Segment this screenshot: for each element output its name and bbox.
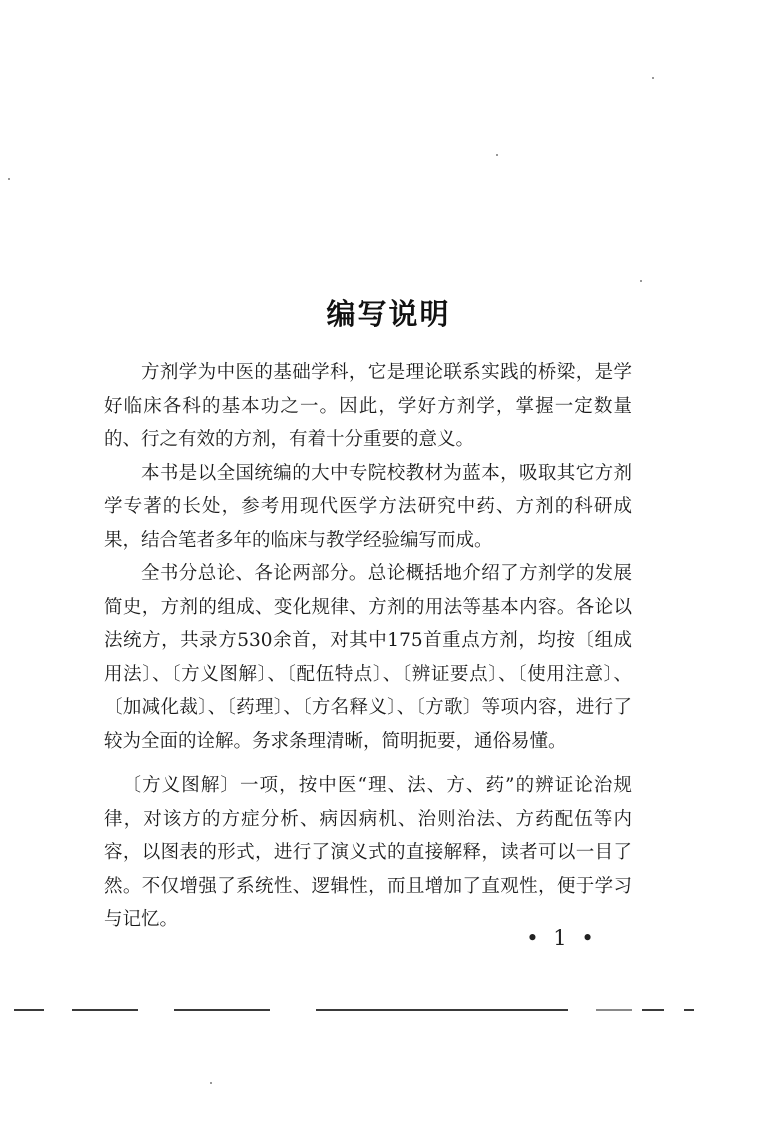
body-text bbox=[104, 356, 632, 937]
scan-speck bbox=[640, 280, 642, 282]
page-number: • 1 • bbox=[526, 926, 598, 950]
paragraph-structure: 全书分总论、各论两部分。总论概括地介绍了方剂学的发展简史，方剂的组成、变化规律、方剂的用法等基本内容。各论以法统方，共录方530余首，对其中175首重点方剂，均按〔组成用法〕、〔方义图解〕、〔配伍特点〕、〔辨证要点〕、〔使用注意〕、〔加减化裁〕、〔药理〕、〔方名释义〕、〔方歌〕等项内容，进行了较为全面的诠解。务求条理清晰，简明扼要，通俗易懂。 bbox=[104, 563, 632, 752]
paragraph-basis: 本书是以全国统编的大中专院校教材为蓝本，吸取其它方剂学专著的长处，参考用现代医学方法研究中药、方剂的科研成果，结合笔者多年的临床与教学经验编写而成。 bbox=[104, 462, 632, 551]
footer-rule-2 bbox=[72, 1009, 138, 1011]
footer-rule-3 bbox=[174, 1009, 270, 1011]
footer-rule-7 bbox=[684, 1009, 694, 1011]
scan-speck bbox=[496, 154, 498, 156]
page-title: 编写说明 bbox=[326, 297, 451, 331]
paragraph-diagram-explanation: 〔方义图解〕一项，按中医“理、法、方、药”的辨证论治规律，对该方的方症分析、病因病机、治则治法、方药配伍等内容，以图表的形式，进行了演义式的直接解释，读者可以一目了然。不仅增强了系统性、逻辑性，而且增加了直观性，便于学习与记忆。 bbox=[104, 775, 632, 930]
footer-rule-5 bbox=[596, 1009, 632, 1011]
footer-rule-4 bbox=[316, 1009, 568, 1011]
scan-speck bbox=[8, 178, 10, 180]
scan-speck bbox=[652, 77, 654, 79]
footer-rule-6 bbox=[642, 1009, 664, 1011]
footer-rule-1 bbox=[14, 1009, 44, 1011]
paragraph-intro: 方剂学为中医的基础学科，它是理论联系实践的桥梁，是学好临床各科的基本功之一。因此，学好方剂学，掌握一定数量的、行之有效的方剂，有着十分重要的意义。 bbox=[104, 362, 632, 450]
scan-speck bbox=[210, 1082, 212, 1084]
